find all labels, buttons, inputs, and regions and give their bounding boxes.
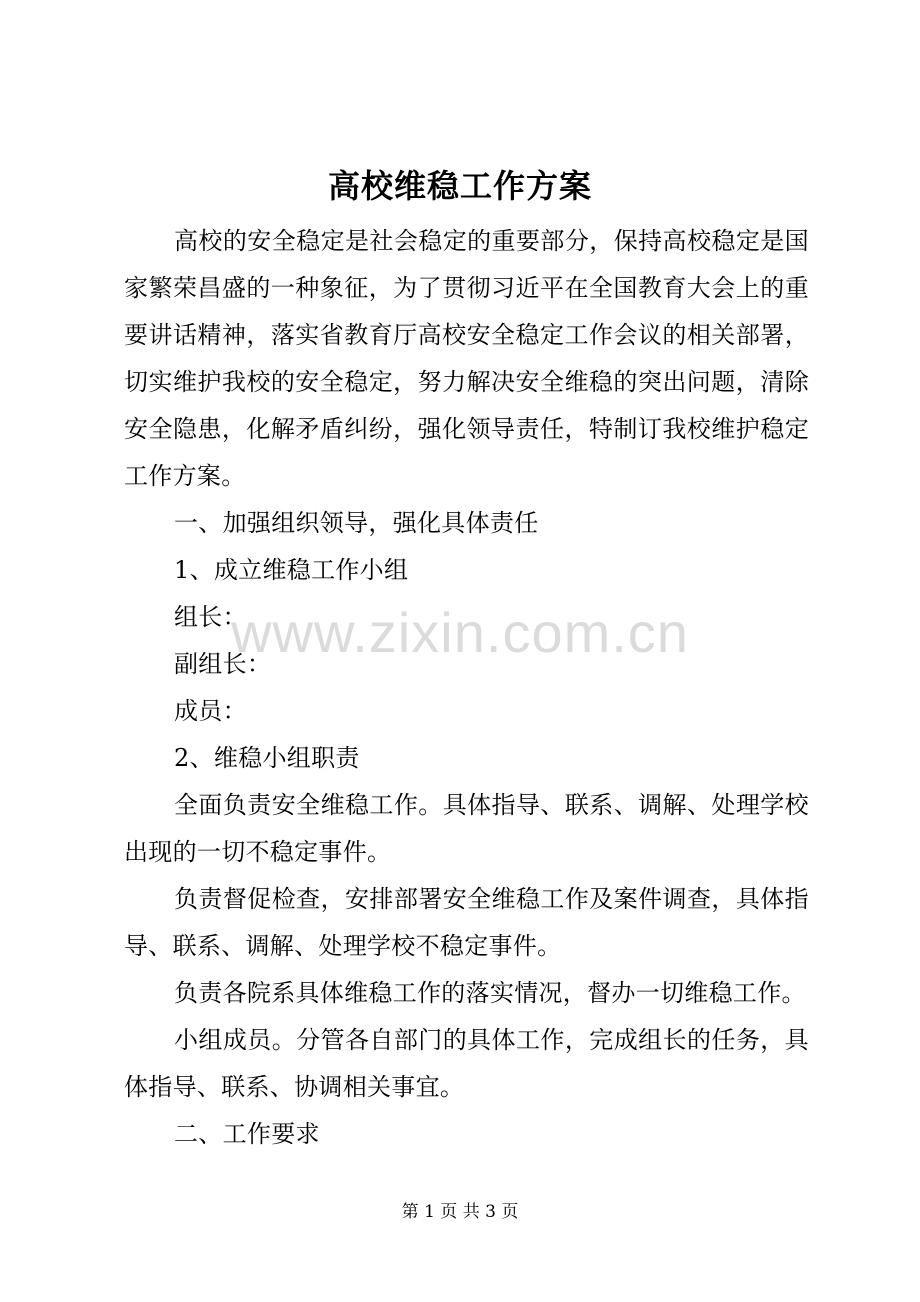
deputy-leader-line: 副组长： <box>174 650 272 678</box>
intro-paragraph: 高校的安全稳定是社会稳定的重要部分，保持高校稳定是国家繁荣昌盛的一种象征，为了贯彻习近平在全国教育大会上的重要讲话精神，落实省教育厅高校安全稳定工作会议的相关部署，切实维护我校的安全稳定，努力解决安全维稳的突出问题，清除安全隐患，化解矛盾纠纷，强化领导责任，特制订我校维护稳定工作方案。 <box>124 227 809 490</box>
page-footer: 第 1 页 共 3 页 <box>401 1202 519 1222</box>
section-heading-1: 一、加强组织领导，强化具体责任 <box>174 509 539 537</box>
duty-paragraph-2: 负责督促检查，安排部署安全维稳工作及案件调查，具体指导、联系、调解、处理学校不稳定事件。 <box>124 885 809 960</box>
document-title: 高校维稳工作方案 <box>327 167 592 205</box>
duty-paragraph-4: 小组成员。分管各自部门的具体工作，完成组长的任务，具体指导、联系、协调相关事宜。 <box>124 1026 809 1101</box>
document-body <box>124 218 809 1158</box>
members-line: 成员： <box>174 697 247 725</box>
duty-paragraph-3: 负责各院系具体维稳工作的落实情况，督办一切维稳工作。 <box>174 979 806 1007</box>
subsection-heading-2: 2、维稳小组职责 <box>174 744 360 772</box>
duty-paragraph-1: 全面负责安全维稳工作。具体指导、联系、调解、处理学校出现的一切不稳定事件。 <box>124 791 809 866</box>
watermark: www.zixin.com.cn <box>231 601 689 664</box>
group-leader-line: 组长： <box>174 603 247 631</box>
section-heading-2: 二、工作要求 <box>174 1120 320 1148</box>
subsection-heading-1: 1、成立维稳工作小组 <box>174 556 409 584</box>
